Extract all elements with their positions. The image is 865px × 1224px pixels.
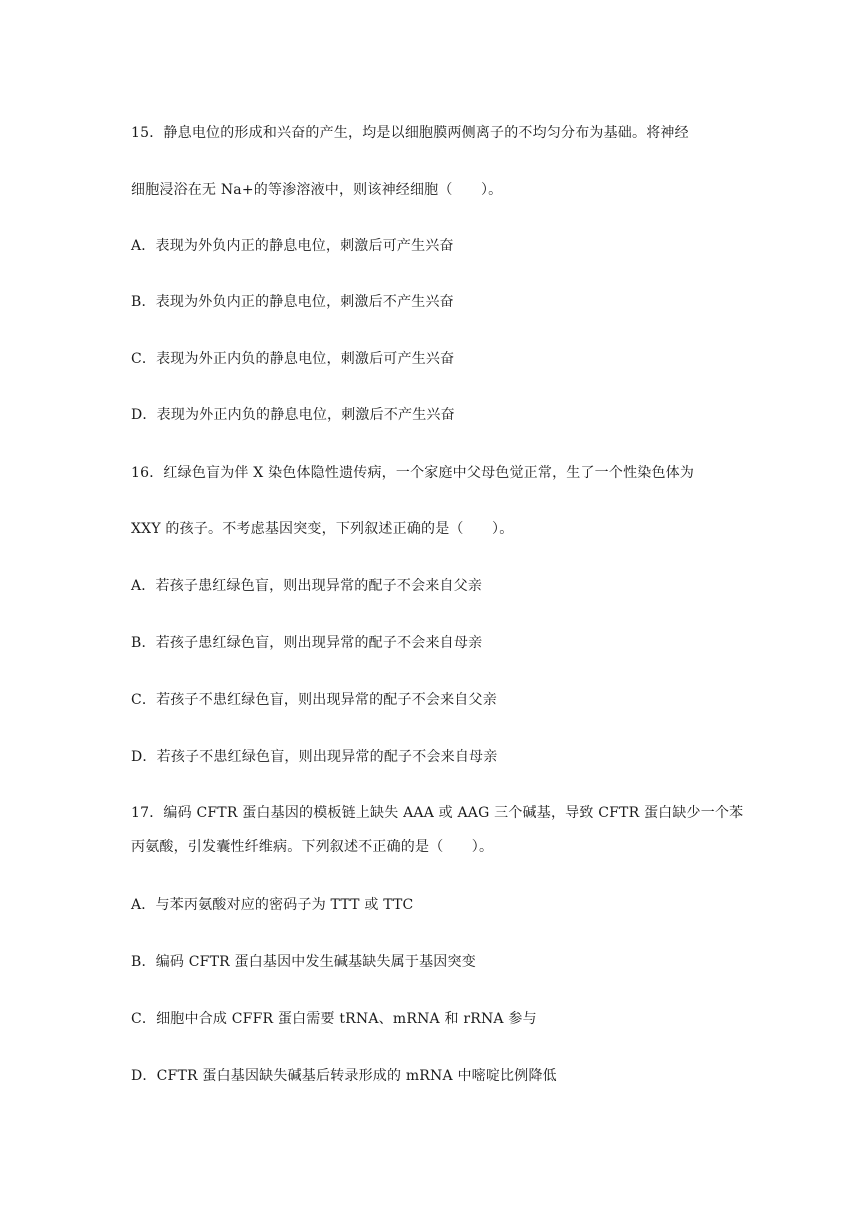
question-17-option-c: C．细胞中合成 CFFR 蛋白需要 tRNA、mRNA 和 rRNA 参与 xyxy=(131,1011,537,1027)
question-15-option-a: A．表现为外负内正的静息电位，刺激后可产生兴奋 xyxy=(131,238,454,254)
question-15-stem-line-1: 15．静息电位的形成和兴奋的产生，均是以细胞膜两侧离子的不均匀分布为基础。将神经 xyxy=(131,125,689,141)
question-16-stem-line-2: XXY 的孩子。不考虑基因突变，下列叙述正确的是（ ）。 xyxy=(131,521,514,537)
question-17-option-d: D．CFTR 蛋白基因缺失碱基后转录形成的 mRNA 中嘧啶比例降低 xyxy=(131,1068,557,1084)
question-16-option-d: D．若孩子不患红绿色盲，则出现异常的配子不会来自母亲 xyxy=(131,749,498,765)
question-15-stem-line-2: 细胞浸浴在无 Na+的等渗溶液中，则该神经细胞（ ）。 xyxy=(131,182,503,198)
question-17-option-a: A．与苯丙氨酸对应的密码子为 TTT 或 TTC xyxy=(131,897,414,913)
question-15-option-d: D．表现为外正内负的静息电位，刺激后不产生兴奋 xyxy=(131,407,455,423)
question-16-option-c: C．若孩子不患红绿色盲，则出现异常的配子不会来自父亲 xyxy=(131,692,497,708)
question-17-option-b: B．编码 CFTR 蛋白基因中发生碱基缺失属于基因突变 xyxy=(131,954,476,970)
question-15-option-c: C．表现为外正内负的静息电位，刺激后可产生兴奋 xyxy=(131,351,455,367)
question-16-stem-line-1: 16．红绿色盲为伴 X 染色体隐性遗传病，一个家庭中父母色觉正常，生了一个性染色体为 xyxy=(131,465,695,481)
question-17-stem-line-2: 丙氨酸，引发囊性纤维病。下列叙述不正确的是（ ）。 xyxy=(131,839,494,855)
question-17-stem-line-1: 17．编码 CFTR 蛋白基因的模板链上缺失 AAA 或 AAG 三个碱基，导致 CFTR 蛋白缺少一个苯 xyxy=(131,805,744,821)
question-16-option-a: A．若孩子患红绿色盲，则出现异常的配子不会来自父亲 xyxy=(131,578,483,594)
question-16-option-b: B．若孩子患红绿色盲，则出现异常的配子不会来自母亲 xyxy=(131,635,483,651)
question-15-option-b: B．表现为外负内正的静息电位，刺激后不产生兴奋 xyxy=(131,294,454,310)
